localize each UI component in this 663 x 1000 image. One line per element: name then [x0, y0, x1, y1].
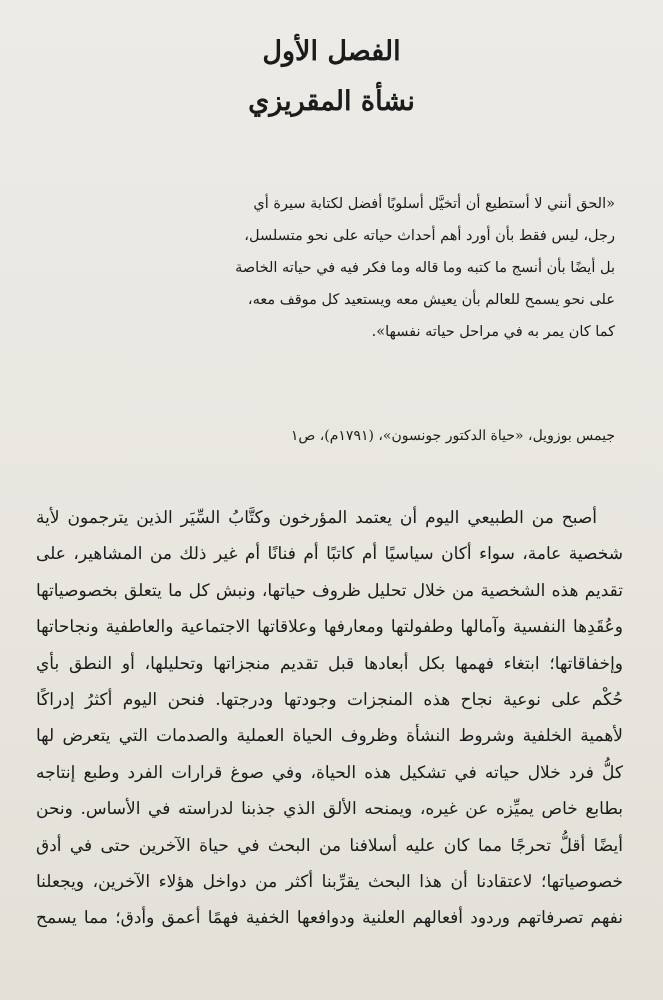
- body-line: نفهم تصرفاتهم وردود أفعالهم العلنية ودوافعها الخفية فهمًا أعمق وأدق؛ مما يسمح: [36, 908, 623, 929]
- body-line: أيضًا أقلُّ تحرجًا مما كان عليه أسلافنا من البحث في حياة الآخرين حتى في أدق: [36, 835, 623, 856]
- body-line: بطابع خاص يميِّزه عن غيره، ويمنحه الألق الذي جذبنا لدراسته في الأساس. ونحن: [36, 799, 623, 820]
- body-line: وعُقَدِها النفسية وآمالها وطفولتها ومعارفها وعلاقاتها الاجتماعية والعاطفية ونجاحاتها: [36, 617, 623, 638]
- chapter-label: الفصل الأول: [262, 36, 401, 67]
- body-line: خصوصياتها؛ لاعتقادنا أن هذا البحث يقرِّبنا أكثر من دواخل هؤلاء الآخرين، ويجعلنا: [36, 872, 623, 893]
- epigraph-quote: [72, 188, 615, 348]
- body-line: حُكْم على نوعية نجاح هذه المنجزات وجودتها ودرجتها. فنحن اليوم أكثرُ إدراكًا: [36, 690, 623, 711]
- body-line: وإخفاقاتها؛ ابتغاء فهمها بكل أبعادها قبل تقديم منجزاتها وتحليلها، أو النطق بأي: [36, 653, 623, 674]
- epigraph-line: رجل، ليس فقط بأن أورد أهم أحداث حياته على نحو متسلسل،: [244, 228, 615, 244]
- body-line: أصبح من الطبيعي اليوم أن يعتمد المؤرخون وكتَّابُ السِّيَر الذين يترجمون لأية: [36, 508, 597, 528]
- epigraph-line: «الحق أنني لا أستطيع أن أتخيَّل أسلوبًا أفضل لكتابة سيرة أي: [253, 196, 615, 212]
- epigraph-line: على نحو يسمح للعالم بأن يعيش معه ويستعيد كل موقف معه،: [247, 292, 615, 308]
- epigraph-line: كما كان يمر به في مراحل حياته نفسها».: [371, 324, 615, 340]
- body-line: كلُّ فرد خلال حياته في تشكيل هذه الحياة، وفي صوغ قرارات الفرد وطبع إنتاجه: [36, 762, 623, 783]
- body-line: لأهمية الخلفية وشروط النشأة وظروف الحياة العملية والصدمات التي يتعرض لها: [36, 726, 623, 747]
- epigraph-attribution: جيمس بوزويل، «حياة الدكتور جونسون»، (١٧٩١م)، ص١: [290, 428, 615, 444]
- epigraph-line: بل أيضًا بأن أنسج ما كتبه وما قاله وما فكر فيه في حياته الخاصة: [235, 260, 615, 276]
- body-paragraph: [36, 500, 623, 937]
- body-line: شخصية عامة، سواء أكان سياسيًا أم كاتبًا أم فنانًا أم غير ذلك من المشاهير، على: [36, 544, 623, 565]
- body-line: تقديم هذه الشخصية من خلال تحليل ظروف حياتها، ونبش كل ما يتعلق بخصوصياتها: [36, 580, 623, 601]
- chapter-title: نشأة المقريزي: [248, 86, 415, 117]
